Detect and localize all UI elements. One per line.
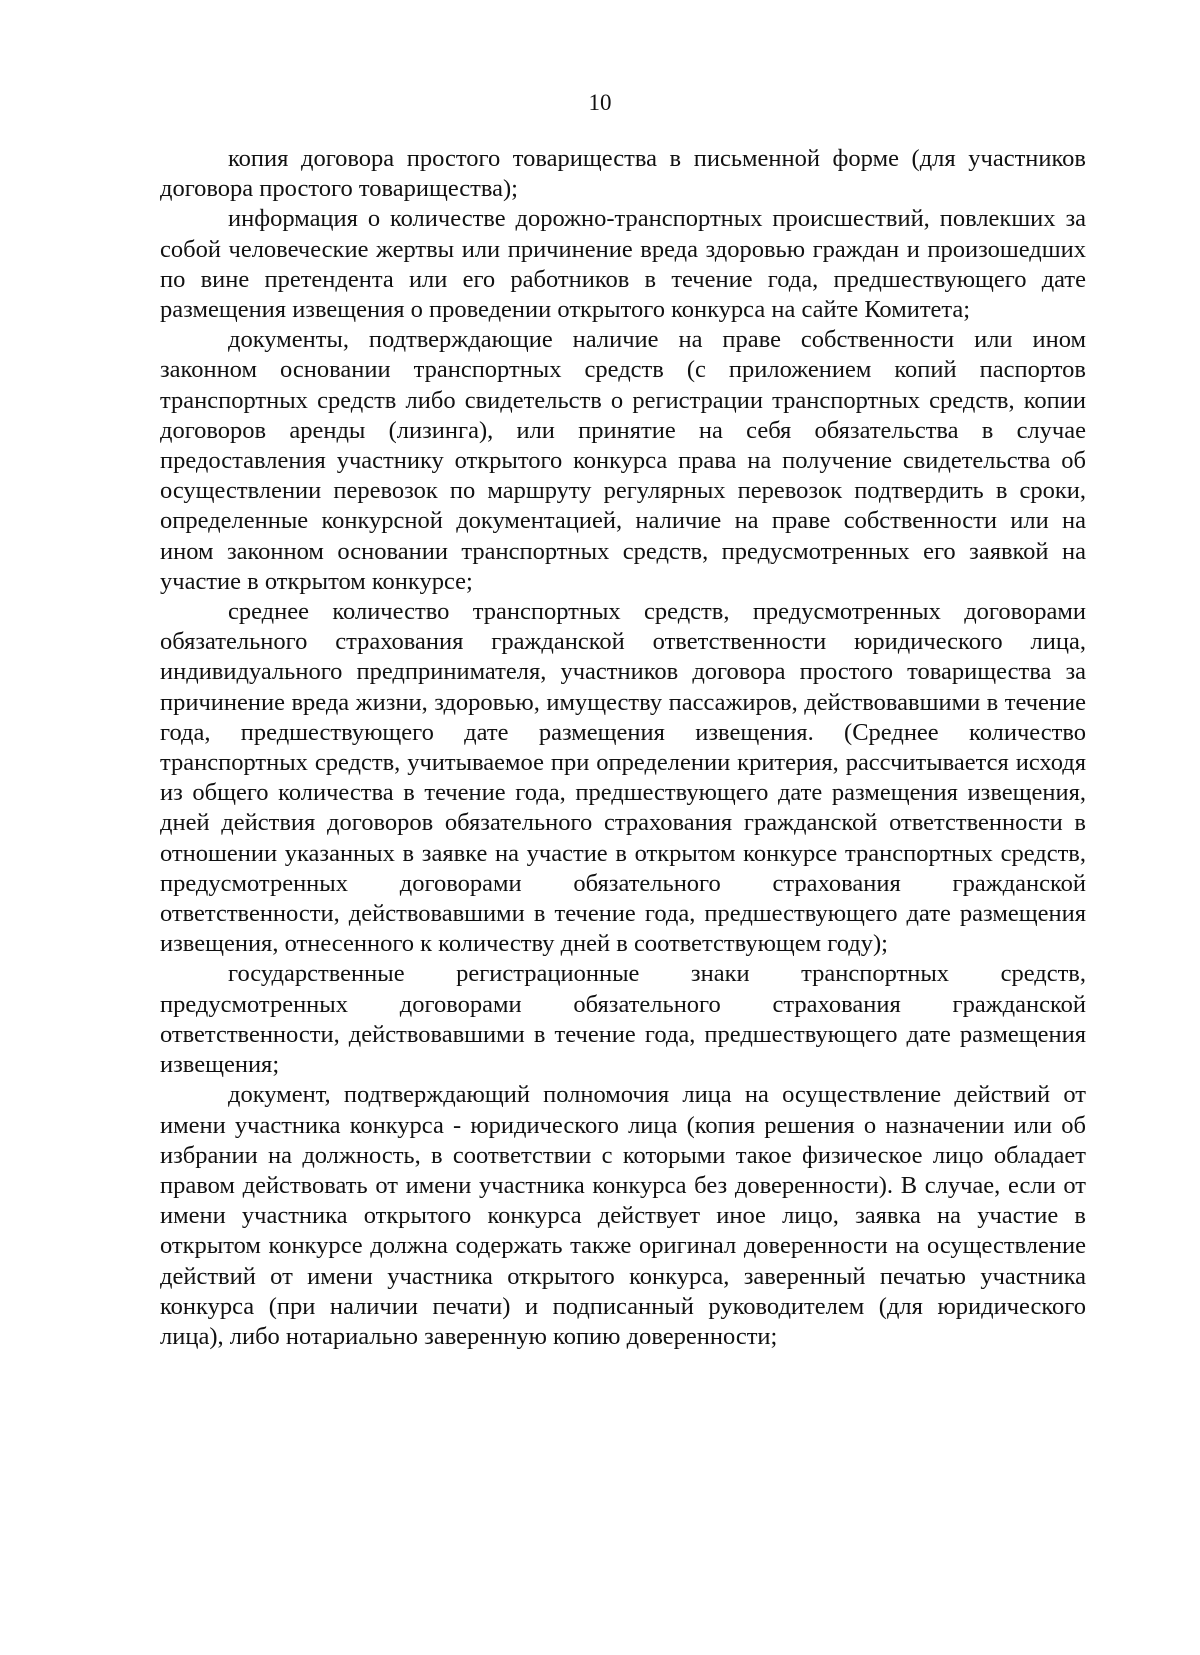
paragraph-average-vehicle-count: среднее количество транспортных средств, предусмотренных договорами обязательного страхования гражданской ответственности юридического лица, индивидуального предпринимателя, участников договора простого товарищества за причинение вреда жизни, здоровью, имуществу пассажиров, действовавшими в течение года, предшествующего дате размещения извещения. (Среднее количество транспортных средств, учитываемое при определении критерия, рассчитывается исходя из общего количества в течение года, предшествующего дате размещения извещения, дней действия договоров обязательного страхования гражданской ответственности в отношении указанных в заявке на участие в открытом конкурсе транспортных средств, предусмотренных договорами обязательного страхования гражданской ответственности, действовавшими в течение года, предшествующего дате размещения извещения, отнесенного к количеству дней в соответствующем году);	[160, 598, 1086, 958]
document-body	[160, 144, 1086, 1352]
paragraph-accident-info: информация о количестве дорожно-транспортных происшествий, повлекших за собой человеческие жертвы или причинение вреда здоровью граждан и произошедших по вине претендента или его работников в течение года, предшествующего дате размещения извещения о проведении открытого конкурса на сайте Комитета;	[160, 205, 1086, 324]
paragraph-authority-document: документ, подтверждающий полномочия лица на осуществление действий от имени участника конкурса - юридического лица (копия решения о назначении или об избрании на должность, в соответствии с которыми такое физическое лицо обладает правом действовать от имени участника конкурса без доверенности). В случае, если от имени участника открытого конкурса действует иное лицо, заявка на участие в открытом конкурсе должна содержать также оригинал доверенности на осуществление действий от имени участника открытого конкурса, заверенный печатью участника конкурса (при наличии печати) и подписанный руководителем (для юридического лица), либо нотариально заверенную копию доверенности;	[160, 1081, 1086, 1350]
paragraph-vehicle-ownership-documents: документы, подтверждающие наличие на праве собственности или ином законном основании транспортных средств (с приложением копий паспортов транспортных средств либо свидетельств о регистрации транспортных средств, копии договоров аренды (лизинга), или принятие на себя обязательства в случае предоставления участнику открытого конкурса права на получение свидетельства об осуществлении перевозок по маршруту регулярных перевозок подтвердить в сроки, определенные конкурсной документацией, наличие на праве собственности или на ином законном основании транспортных средств, предусмотренных его заявкой на участие в открытом конкурсе;	[160, 326, 1086, 595]
paragraph-registration-plates: государственные регистрационные знаки транспортных средств, предусмотренных договорами обязательного страхования гражданской ответственности, действовавшими в течение года, предшествующего дате размещения извещения;	[160, 960, 1086, 1079]
page-number: 10	[588, 90, 612, 115]
paragraph-partnership-agreement: копия договора простого товарищества в письменной форме (для участников договора простого товарищества);	[160, 145, 1086, 203]
